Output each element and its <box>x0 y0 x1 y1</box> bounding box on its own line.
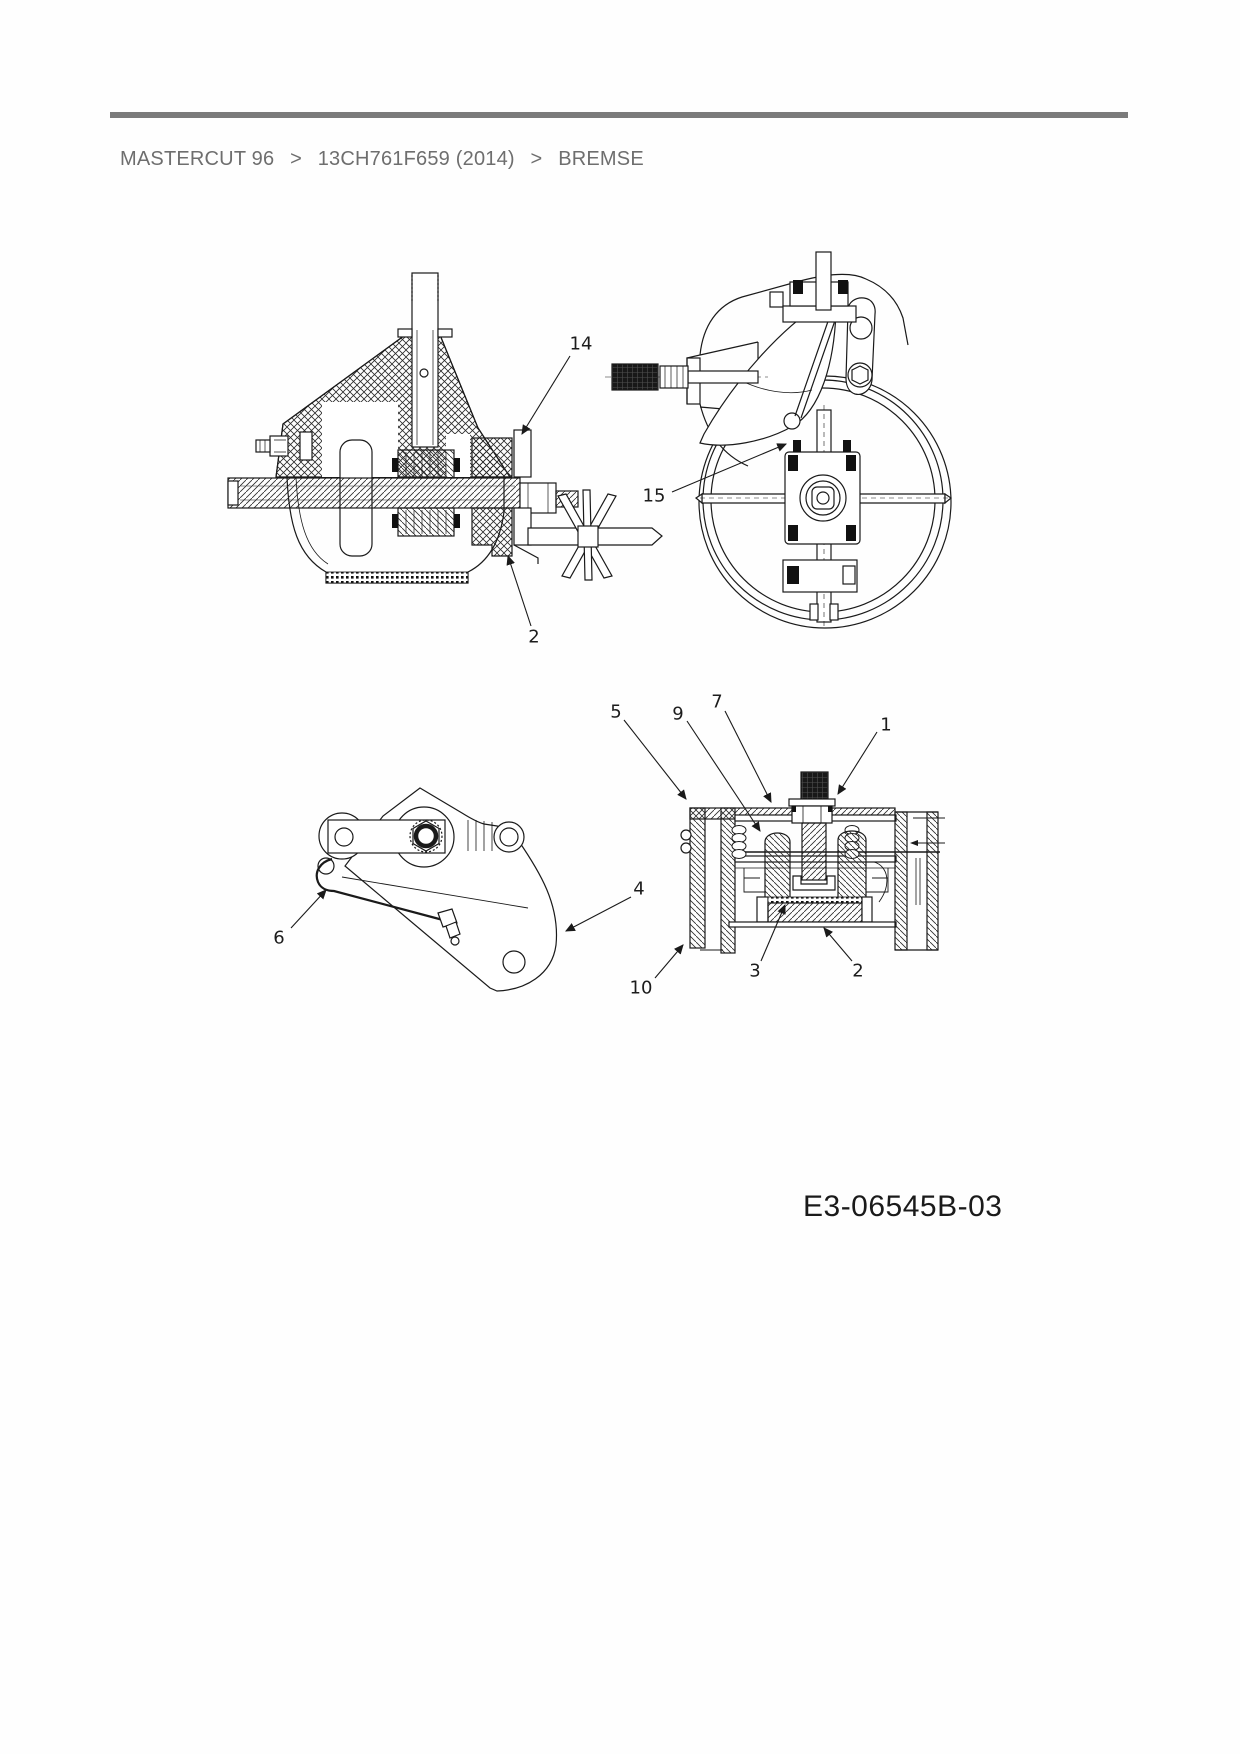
callout-7: 7 <box>711 691 723 713</box>
callout-14: 14 <box>569 333 593 355</box>
callout-1: 1 <box>880 714 892 736</box>
brake-caliper-section-view <box>681 772 945 953</box>
breadcrumb-item-serial[interactable]: 13CH761F659 (2014) <box>317 148 515 170</box>
breadcrumb-item-section: BREMSE <box>558 148 644 170</box>
callout-2-top: 2 <box>528 626 540 648</box>
diagram-code: E3-06545B-03 <box>803 1190 1003 1223</box>
gearbox-section-side-view <box>228 273 662 583</box>
callout-9: 9 <box>672 703 684 725</box>
brake-lever-assembly-view <box>317 788 557 991</box>
callout-10: 10 <box>629 977 653 999</box>
gearbox-front-view-with-wheel <box>605 252 951 628</box>
breadcrumb-separator: > <box>290 148 302 170</box>
callout-4: 4 <box>633 878 645 900</box>
breadcrumb-separator: > <box>530 148 543 170</box>
callout-3: 3 <box>749 960 761 982</box>
callout-2-bottom: 2 <box>852 960 864 982</box>
callout-6: 6 <box>273 927 285 949</box>
callout-5: 5 <box>610 701 622 723</box>
callout-15: 15 <box>642 485 666 507</box>
breadcrumb-item-model[interactable]: MASTERCUT 96 <box>120 148 275 170</box>
